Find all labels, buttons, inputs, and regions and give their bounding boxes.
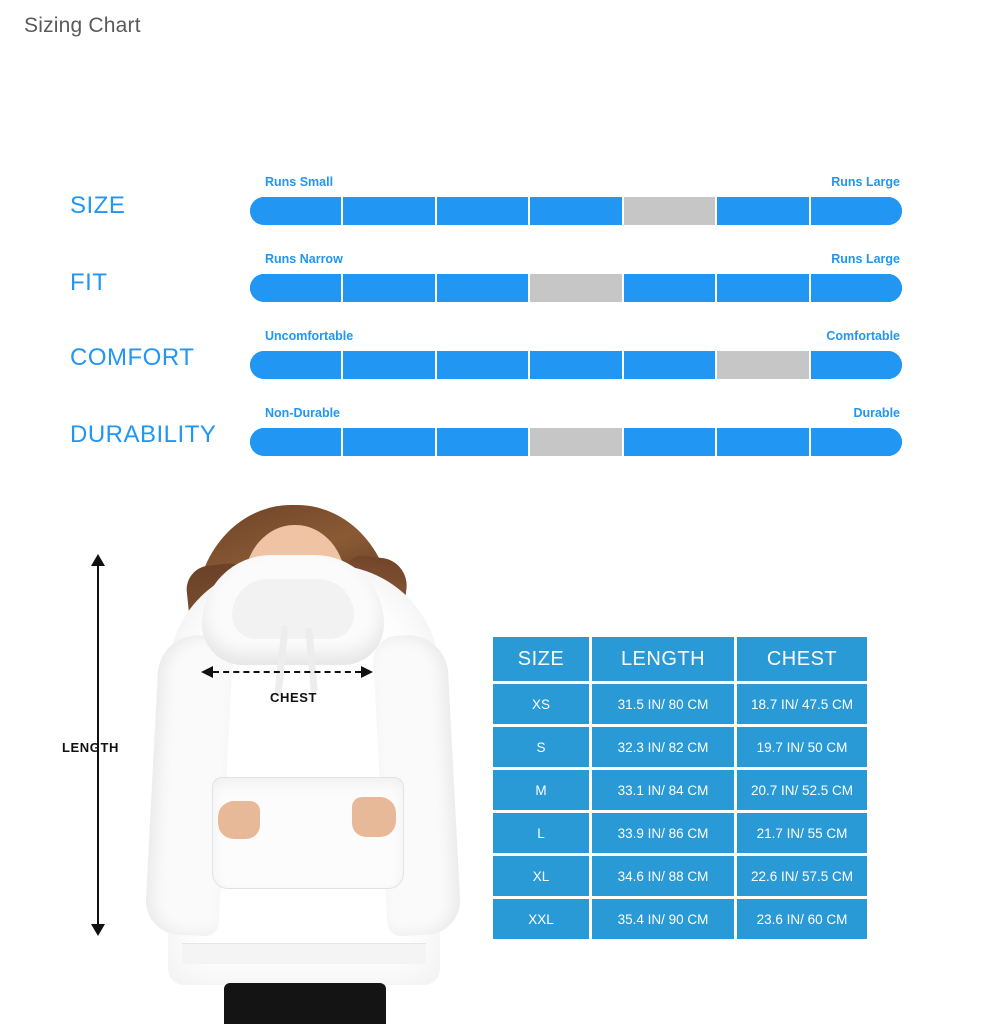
meter-label-durability: DURABILITY [70,421,217,448]
meter-label-size: SIZE [70,192,126,219]
cell-chest: 23.6 IN/ 60 CM [737,899,867,939]
table-row [493,813,867,853]
table-row [493,770,867,810]
rating-meters [0,175,1006,483]
cell-size: M [493,770,589,810]
table-header-length: LENGTH [592,637,734,681]
size-table [490,634,870,942]
meter-left-caption-durability: Non-Durable [265,406,340,420]
meter-segment [343,197,436,225]
arrow-right-icon [361,666,373,678]
meter-row-durability [0,406,1006,483]
length-measure-label: LENGTH [62,740,120,755]
meter-segment [250,274,343,302]
meter-right-caption-comfort: Comfortable [826,329,900,343]
meter-segment [811,428,902,456]
meter-right-caption-durability: Durable [853,406,900,420]
model-hand-left [218,801,260,839]
cell-size: XS [493,684,589,724]
meter-captions-comfort [250,329,1006,347]
cell-length: 34.6 IN/ 88 CM [592,856,734,896]
meter-segment [437,274,530,302]
meter-segment [624,274,717,302]
meter-row-comfort [0,329,1006,406]
meter-segment [811,197,902,225]
garment-photo-block [140,505,470,1024]
hoodie-hood-inner [232,579,354,639]
size-table-body [493,684,867,939]
meter-segment [250,197,343,225]
meter-segment [624,428,717,456]
cell-length: 31.5 IN/ 80 CM [592,684,734,724]
cell-size: L [493,813,589,853]
meter-segment [717,197,810,225]
table-row [493,684,867,724]
meter-segment [343,428,436,456]
cell-chest: 22.6 IN/ 57.5 CM [737,856,867,896]
table-header-chest: CHEST [737,637,867,681]
cell-size: XXL [493,899,589,939]
meter-segment [437,351,530,379]
meter-row-fit [0,252,1006,329]
meter-segment-active [530,274,623,302]
model-photo [140,505,470,1024]
cell-chest: 21.7 IN/ 55 CM [737,813,867,853]
cell-length: 33.9 IN/ 86 CM [592,813,734,853]
meter-right-caption-fit: Runs Large [831,252,900,266]
size-table-head [493,637,867,681]
meter-captions-size [250,175,1006,193]
meter-segment [530,351,623,379]
meter-captions-fit [250,252,1006,270]
cell-length: 35.4 IN/ 90 CM [592,899,734,939]
meter-left-caption-comfort: Uncomfortable [265,329,354,343]
arrow-down-icon [91,924,105,936]
meter-label-fit: FIT [70,269,108,296]
meter-left-caption-fit: Runs Narrow [265,252,343,266]
cell-size: S [493,727,589,767]
meter-label-comfort: COMFORT [70,344,195,371]
table-row [493,899,867,939]
arrow-left-icon [201,666,213,678]
meter-bar-durability [250,428,902,456]
cell-chest: 19.7 IN/ 50 CM [737,727,867,767]
meter-row-size [0,175,1006,252]
arrow-up-icon [91,554,105,566]
meter-segment-active [717,351,810,379]
meter-segment [811,351,902,379]
meter-captions-durability [250,406,1006,424]
meter-left-caption-size: Runs Small [265,175,334,189]
cell-chest: 18.7 IN/ 47.5 CM [737,684,867,724]
meter-segment [343,274,436,302]
meter-segment [624,351,717,379]
meter-right-caption-size: Runs Large [831,175,900,189]
meter-segment [717,428,810,456]
chest-measure-label: CHEST [270,690,318,705]
meter-segment [343,351,436,379]
cell-length: 32.3 IN/ 82 CM [592,727,734,767]
meter-segment [530,197,623,225]
meter-segment [437,197,530,225]
meter-bar-fit [250,274,902,302]
meter-segment [811,274,902,302]
table-row [493,727,867,767]
cell-size: XL [493,856,589,896]
table-row [493,856,867,896]
meter-segment [717,274,810,302]
chest-measure-arrow [213,671,361,675]
meter-bar-comfort [250,351,902,379]
meter-segment [250,428,343,456]
meter-segment [437,428,530,456]
meter-bar-size [250,197,902,225]
model-hand-right [352,797,396,837]
cell-length: 33.1 IN/ 84 CM [592,770,734,810]
meter-segment-active [624,197,717,225]
cell-chest: 20.7 IN/ 52.5 CM [737,770,867,810]
model-legs [224,983,386,1024]
table-header-row [493,637,867,681]
meter-segment-active [530,428,623,456]
hoodie-hem [182,943,426,964]
table-header-size: SIZE [493,637,589,681]
page-title: Sizing Chart [24,14,141,37]
meter-segment [250,351,343,379]
